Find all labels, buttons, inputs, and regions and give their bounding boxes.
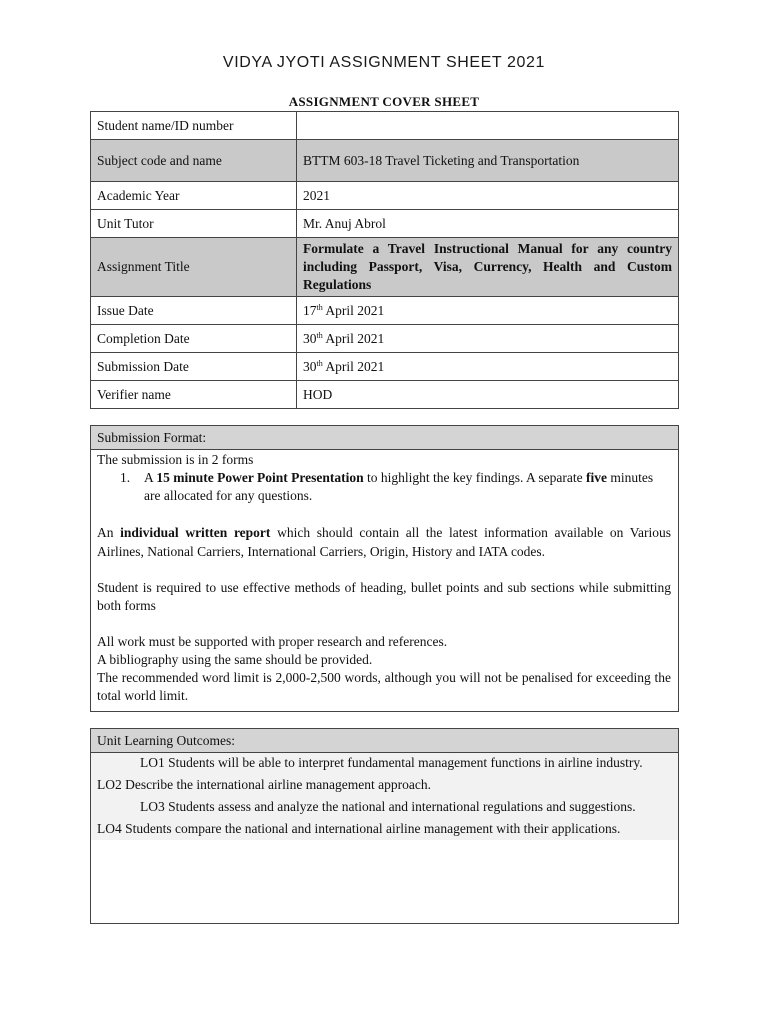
row-value: 17th April 2021 <box>297 297 679 325</box>
row-label: Issue Date <box>91 297 297 325</box>
row-value <box>297 112 679 140</box>
submission-format-header: Submission Format: <box>91 426 678 450</box>
row-label: Student name/ID number <box>91 112 297 140</box>
cover-sheet-title: ASSIGNMENT COVER SHEET <box>288 94 480 109</box>
outcome-lo3: LO3 Students assess and analyze the national and international regulations and suggestions. <box>140 799 636 814</box>
submission-format-body <box>91 450 678 705</box>
learning-outcomes-body <box>91 753 678 840</box>
row-value: Mr. Anuj Abrol <box>297 210 679 238</box>
row-label: Verifier name <box>91 381 297 409</box>
table-row <box>91 140 679 182</box>
row-label: Assignment Title <box>91 238 297 297</box>
written-report-paragraph: An individual written report which should contain all the latest information available on Various Airlines, National Carriers, International Carriers, Origin, History and IATA codes. <box>97 525 671 559</box>
outcome-lo1: LO1 Students will be able to interpret fundamental management functions in airline industry. <box>140 755 643 770</box>
outcome-lo2: LO2 Describe the international airline management approach. <box>97 777 431 792</box>
list-item: 1. A 15 minute Power Point Presentation to highlight the key findings. A separate five minutes are allocated for any questions. <box>120 470 654 503</box>
row-label: Completion Date <box>91 325 297 353</box>
row-label: Academic Year <box>91 182 297 210</box>
row-value: 2021 <box>297 182 679 210</box>
table-row <box>91 112 679 140</box>
row-label: Unit Tutor <box>91 210 297 238</box>
row-value: HOD <box>297 381 679 409</box>
cover-sheet-table <box>90 111 679 409</box>
learning-outcomes-box <box>90 728 679 924</box>
page-heading: VIDYA JYOTI ASSIGNMENT SHEET 2021 <box>222 54 546 71</box>
outcome-lo4: LO4 Students compare the national and international airline management with their applications. <box>97 821 621 836</box>
table-row <box>91 297 679 325</box>
learning-outcomes-header: Unit Learning Outcomes: <box>91 729 678 753</box>
row-value: 30th April 2021 <box>297 325 679 353</box>
row-value: BTTM 603-18 Travel Ticketing and Transportation <box>297 140 679 182</box>
format-paragraph: Student is required to use effective methods of heading, bullet points and sub sections while submitting both forms <box>97 580 671 613</box>
table-row <box>91 238 679 297</box>
table-row <box>91 381 679 409</box>
table-row <box>91 182 679 210</box>
submission-intro: The submission is in 2 forms <box>97 452 254 467</box>
assignment-title-value: Formulate a Travel Instructional Manual for any country including Passport, Visa, Currency, Health and Custom Regulations <box>297 238 679 297</box>
table-row <box>91 325 679 353</box>
table-row <box>91 353 679 381</box>
word-limit-line: The recommended word limit is 2,000-2,500 words, although you will not be penalised for exceeding the total world limit. <box>97 670 671 703</box>
table-row <box>91 210 679 238</box>
row-label: Submission Date <box>91 353 297 381</box>
row-value: 30th April 2021 <box>297 353 679 381</box>
bibliography-line: A bibliography using the same should be provided. <box>97 652 373 667</box>
submission-format-box <box>90 425 679 712</box>
row-label: Subject code and name <box>91 140 297 182</box>
research-line: All work must be supported with proper research and references. <box>97 634 448 649</box>
